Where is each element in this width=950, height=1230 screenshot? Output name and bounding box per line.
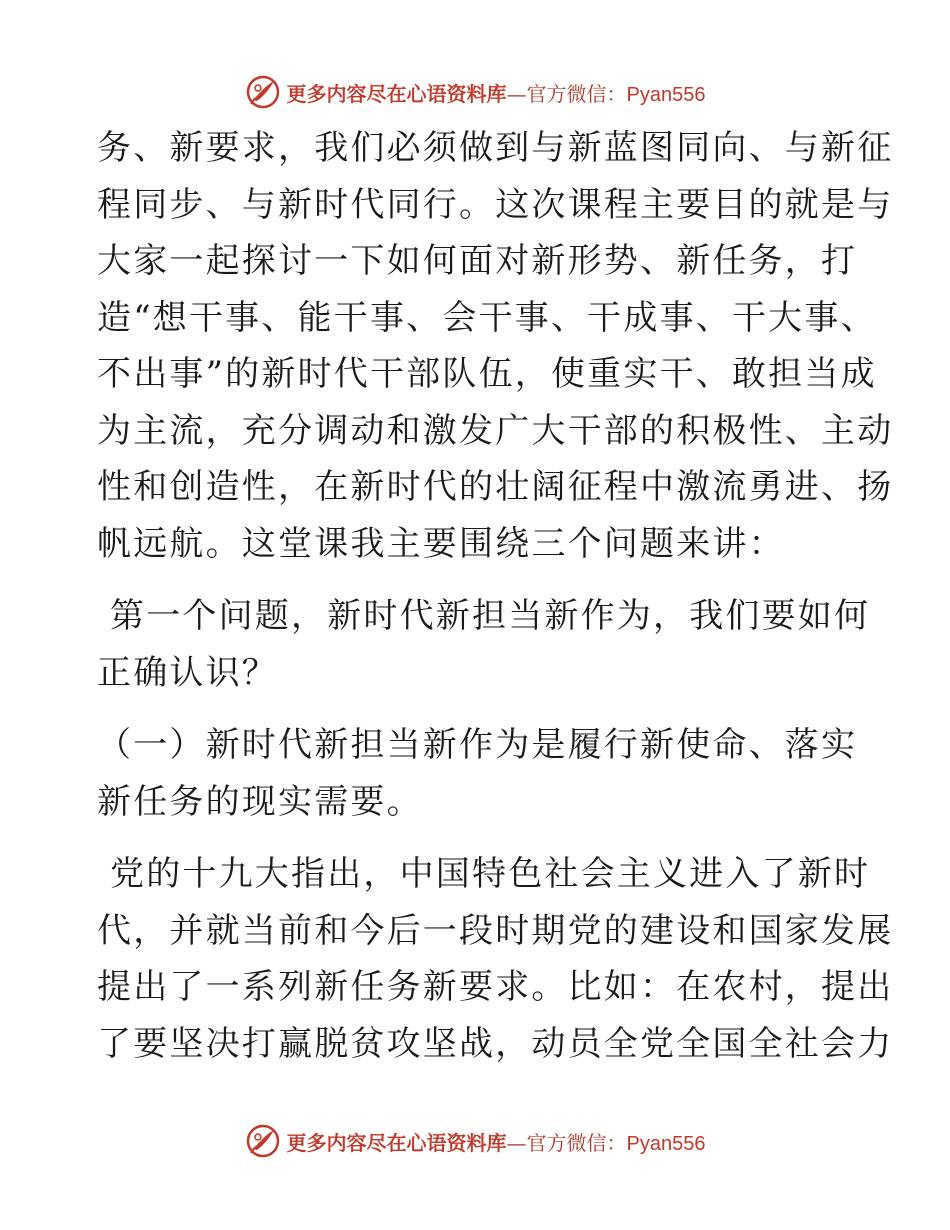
text-line: 性和创造性，在新时代的壮阔征程中激流勇进、扬 [97,467,894,507]
banner-text [287,1127,706,1156]
banner-separator: — [506,1130,527,1155]
header-banner [0,72,950,112]
quill-pen-logo-icon [245,74,281,110]
footer-banner [0,1121,950,1161]
banner-wechat-label: 官方微信： [526,81,627,106]
text-line: 务、新要求，我们必须做到与新蓝图同向、与新征 [97,128,894,168]
text-line: （一）新时代新担当新作为是履行新使命、落实 [97,725,858,765]
paragraph-section-heading [97,717,857,830]
text-line: 程同步、与新时代同行。这次课程主要目的就是与 [97,184,894,225]
banner-site-text: 更多内容尽在心语资料库 [286,1130,507,1155]
paragraph-body [97,846,894,1072]
paragraph-intro [97,120,894,572]
text-line: 新任务的现实需要。 [97,781,423,822]
banner-site-text: 更多内容尽在心语资料库 [286,81,507,106]
text-line: 第一个问题，新时代新担当新作为，我们要如何 [97,596,871,636]
banner-text [287,78,706,107]
text-line: 提出了一系列新任务新要求。比如：在农村，提出 [97,967,894,1007]
banner-wechat-id: Pyan556 [626,1132,706,1155]
paragraph-question-one [97,588,871,701]
text-line: 大家一起探讨一下如何面对新形势、新任务，打 [97,241,858,281]
text-line: 为主流，充分调动和激发广大干部的积极性、主动 [97,410,894,451]
banner-wechat-label: 官方微信： [526,1130,627,1155]
text-line: 不出事”的新时代干部队伍，使重实干、敢担当成 [97,354,877,394]
text-line: 党的十九大指出，中国特色社会主义进入了新时 [97,854,871,894]
text-line: 了要坚决打赢脱贫攻坚战，动员全党全国全社会力 [97,1023,894,1064]
banner-wechat-id: Pyan556 [626,83,706,106]
banner-separator: — [506,81,527,106]
text-line: 帆远航。这堂课我主要围绕三个问题来讲： [97,523,785,564]
text-line: 造“想干事、能干事、会干事、干成事、干大事、 [97,297,877,338]
document-body [97,120,894,1072]
text-line: 正确认识？ [97,652,278,693]
text-line: 代，并就当前和今后一段时期党的建设和国家发展 [97,910,894,951]
quill-pen-logo-icon [245,1123,281,1159]
